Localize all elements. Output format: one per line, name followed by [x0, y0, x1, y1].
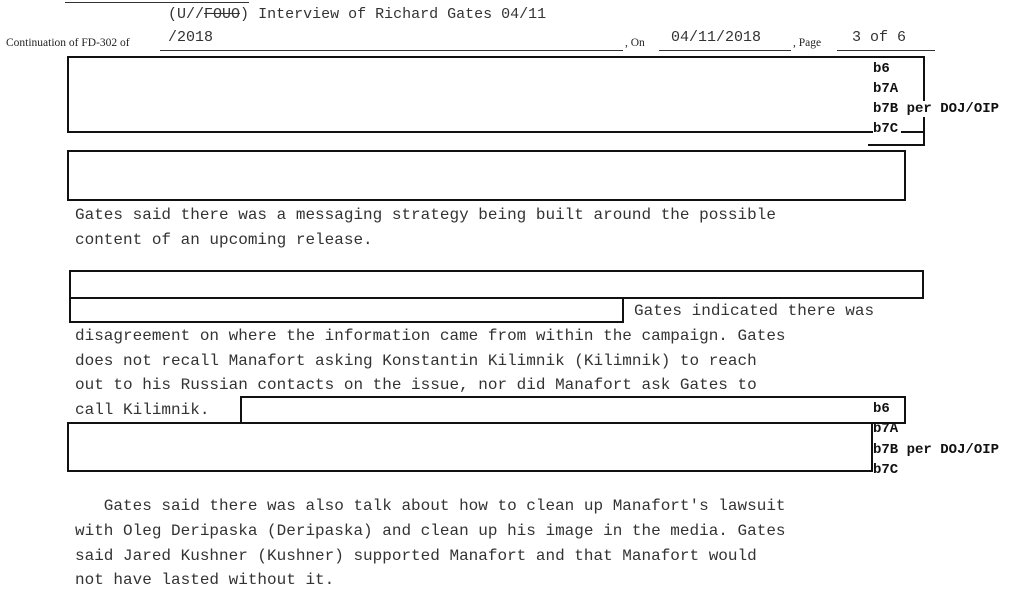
exemption-b7c-2: b7C [873, 462, 899, 478]
page-label: , Page [793, 37, 822, 49]
redaction-box-4 [69, 297, 624, 323]
exemption-b7b-2: b7B per DOJ/OIP [873, 442, 1000, 458]
interview-date: 04/11/2018 [671, 29, 762, 46]
exemption-b6: b6 [873, 61, 890, 77]
redaction-box-1 [67, 56, 923, 133]
page-number: 3 of 6 [852, 29, 907, 46]
paragraph-3-line-1: Gates said there was also talk about how to clean up Manafort's lawsuit [75, 497, 786, 515]
exemption-b7b: b7B per DOJ/OIP [873, 101, 1000, 117]
classification-suffix: ) [240, 6, 250, 23]
paragraph-2-line-5-head: call Kilimnik. [75, 401, 210, 419]
paragraph-2-line-1-tail: Gates indicated there was [634, 302, 875, 320]
subject-line-1: Interview of Richard Gates 04/11 [258, 6, 547, 23]
exemption-b7c: b7C [873, 121, 901, 137]
exemption-b7a-2: b7A [873, 421, 899, 437]
page-underline [837, 50, 935, 51]
redaction-box-3 [69, 270, 924, 299]
redaction-box-2 [67, 150, 906, 201]
paragraph-3-line-3: said Jared Kushner (Kushner) supported Manafort and that Manafort would [75, 547, 757, 565]
classification-prefix: (U// [168, 6, 205, 23]
exemption-b6-2: b6 [873, 401, 890, 417]
redaction-box-5 [240, 396, 906, 424]
top-rule [65, 2, 249, 3]
paragraph-2-line-4: out to his Russian contacts on the issue, nor did Manafort ask Gates to [75, 376, 757, 394]
paragraph-2-line-3: does not recall Manafort asking Konstantin Kilimnik (Kilimnik) to reach [75, 352, 757, 370]
date-underline [659, 50, 791, 51]
paragraph-3-line-4: not have lasted without it. [75, 571, 335, 589]
classification-and-subject [168, 6, 546, 23]
exemption-b7a: b7A [873, 81, 899, 97]
paragraph-2-line-2: disagreement on where the information came from within the campaign. Gates [75, 327, 786, 345]
on-label: , On [625, 37, 645, 49]
paragraph-3-line-2: with Oleg Deripaska (Deripaska) and clean up his image in the media. Gates [75, 522, 786, 540]
redaction-box-6 [67, 422, 873, 472]
subject-line-2: /2018 [168, 29, 214, 46]
subject-underline [160, 50, 623, 51]
continuation-label: Continuation of FD-302 of [6, 37, 130, 49]
paragraph-1-line-2: content of an upcoming release. [75, 231, 373, 249]
classification-struck: FOUO [204, 6, 241, 23]
paragraph-1-line-1: Gates said there was a messaging strategy being built around the possible [75, 206, 776, 224]
